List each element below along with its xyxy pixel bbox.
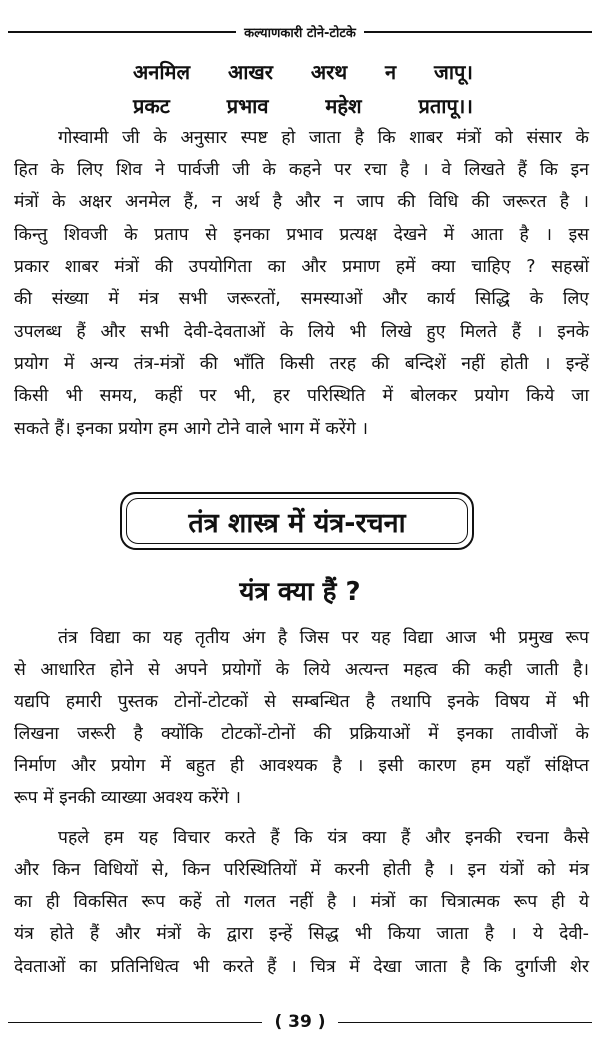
subheading: यंत्र क्या हैं ? — [239, 577, 361, 607]
running-header — [8, 22, 592, 42]
verse-line-2 — [133, 92, 473, 119]
verse-word: अनमिल — [133, 60, 191, 84]
verse-word: जापू। — [434, 60, 473, 84]
footer-rule-left — [8, 1022, 262, 1023]
text-line: प्रकार शाबर मंत्रों की उपयोगिता का और प्रमाण हमें क्या चाहिए ? सहस्रों — [14, 257, 589, 277]
verse-word: अरथ — [310, 60, 348, 84]
header-rule-right — [364, 31, 592, 33]
verse-word: आखर — [227, 60, 273, 84]
verse-word: न — [385, 60, 397, 84]
verse-word: प्रभाव — [226, 94, 269, 118]
footer-rule-right — [338, 1022, 592, 1023]
text-line: से आधारित होने से अपने प्रयोगों के लिये अत्यन्त महत्व की कही जाती है। — [14, 660, 589, 680]
text-line: गोस्वामी जी के अनुसार स्पष्ट हो जाता है कि शाबर मंत्रों को संसार के — [58, 128, 589, 148]
text-line: का ही विकसित रूप कहें तो गलत नहीं है । मंत्रों का चित्रात्मक रूप ही ये — [14, 892, 589, 912]
running-header-title: कल्याणकारी टोने-टोटके — [244, 26, 356, 41]
verse-word: प्रकट — [133, 94, 170, 118]
text-line: सकते हैं। इनका प्रयोग हम आगे टोने वाले भाग में करेंगे । — [14, 419, 369, 439]
text-line: रूप में इनकी व्याख्या अवश्य करेंगे । — [14, 788, 242, 808]
text-line: तंत्र विद्या का यह तृतीय अंग है जिस पर यह विद्या आज भी प्रमुख रूप — [58, 628, 589, 648]
text-line: किसी भी समय, कहीं पर भी, हर परिस्थिति में बोलकर प्रयोग किये जा — [14, 386, 589, 406]
text-line: यंत्र होते हैं और मंत्रों के द्वारा इन्हें सिद्ध भी किया जाता है । ये देवी- — [14, 924, 589, 944]
header-rule-left — [8, 31, 236, 33]
verse-line-1 — [133, 58, 473, 85]
page-footer — [8, 1010, 592, 1034]
text-line: लिखना जरूरी है क्योंकि टोटकों-टोनों की प्रक्रियाओं में इनका तावीजों के — [14, 724, 589, 744]
text-line: की संख्या में मंत्र सभी जरूरतों, समस्याओं और कार्य सिद्धि के लिए — [14, 289, 589, 309]
text-line: हित के लिए शिव ने पार्वजी जी के कहने पर रचा है । वे लिखते हैं कि इन — [14, 160, 589, 180]
text-line: यद्यपि हमारी पुस्तक टोनों-टोटकों से सम्बन्धित है तथापि इनके विषय में भी — [14, 692, 589, 712]
verse-word: महेश — [325, 94, 362, 118]
text-line: निर्माण और प्रयोग में बहुत ही आवश्यक है । इसी कारण हम यहाँ संक्षिप्त — [14, 756, 589, 776]
verse-word: प्रतापू।। — [418, 94, 473, 118]
text-line: देवताओं का प्रतिनिधित्व भी करते हैं । चित्र में देखा जाता है कि दुर्गाजी शेर — [14, 957, 590, 977]
page-number: ( 39 ) — [274, 1012, 326, 1032]
text-line: प्रयोग में अन्य तंत्र-मंत्रों की भाँति किसी तरह की बन्दिशें नहीं होती । इन्हें — [14, 354, 589, 374]
section-heading-box — [120, 492, 474, 550]
text-line: उपलब्ध हैं और सभी देवी-देवताओं के लिये भी लिखे हुए मिलते हैं । इनके — [14, 322, 589, 342]
text-line: और किन विधियों से, किन परिस्थितियों में करनी होती है । इन यंत्रों को मंत्र — [14, 860, 589, 880]
text-line: पहले हम यह विचार करते हैं कि यंत्र क्या हैं और इनकी रचना कैसे — [58, 828, 589, 848]
text-line: मंत्रों के अक्षर अनमेल हैं, न अर्थ है और न जाप की विधि की जरूरत है । — [14, 192, 589, 212]
text-line: किन्तु शिवजी के प्रताप से इनका प्रभाव प्रत्यक्ष देखने में आता है । इस — [14, 225, 589, 245]
section-heading: तंत्र शास्त्र में यंत्र-रचना — [126, 498, 468, 544]
